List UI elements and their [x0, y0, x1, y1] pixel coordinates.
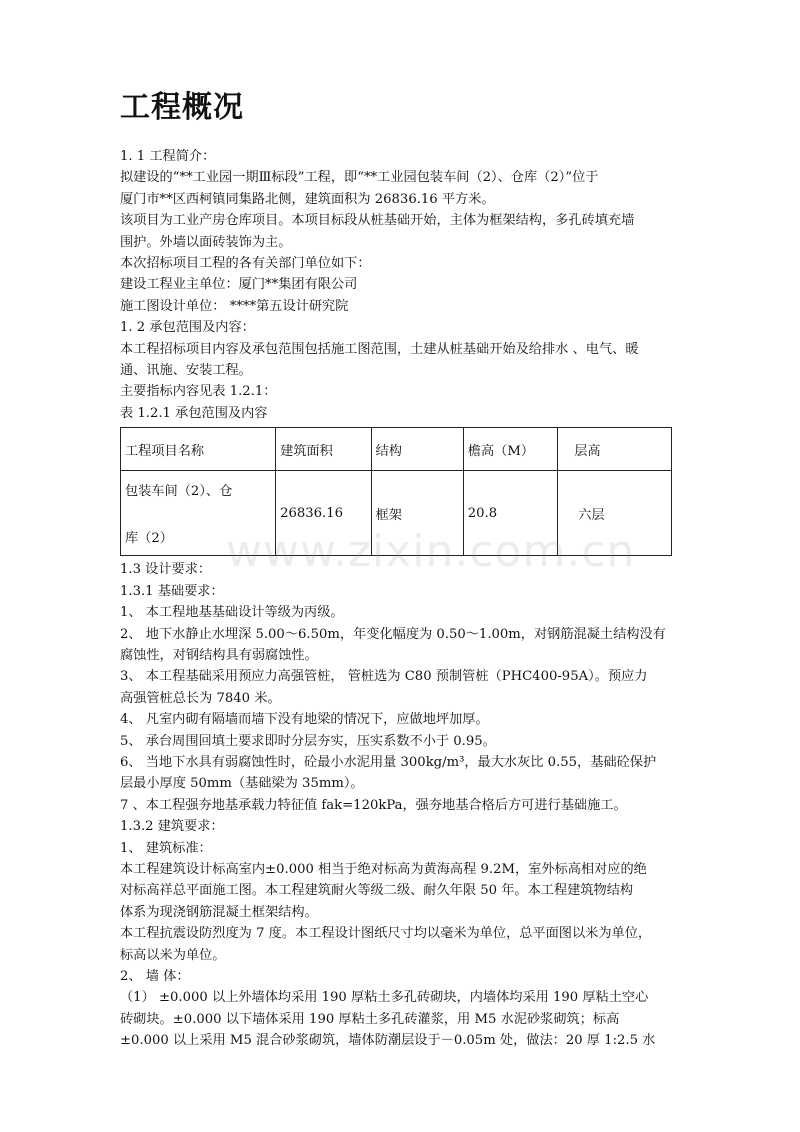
section-heading: 1.3 设计要求： [120, 562, 212, 578]
text-line: 拟建设的“**工业园一期Ⅲ标段”工程，即“**工业园包装车间（2）、仓库（2）”位于 [120, 170, 599, 186]
header-cell: 工程项目名称 [121, 428, 276, 471]
table-cell-name [121, 471, 276, 556]
cell-text: 库（2） [125, 531, 173, 547]
header-cell: 檐高（M） [463, 428, 557, 471]
text-line: 体系为现浇钢筋混凝土框架结构。 [120, 904, 318, 920]
scope-table [120, 427, 672, 556]
table-caption: 表 1.2.1 承包范围及内容 [120, 405, 268, 421]
text-line: 1. 2 承包范围及内容： [120, 320, 255, 336]
text-line: 本工程招标项目内容及承包范围包括施工图范围，土建从桩基础开始及给排水 、电气、暖 [120, 341, 639, 357]
table-cell-structure: 框架 [371, 471, 463, 556]
text-line: 施工图设计单位： ****第五设计研究院 [120, 298, 349, 314]
section-heading: 1.3.2 建筑要求： [120, 819, 224, 835]
text-line: （1） ±0.000 以上外墙体均采用 190 厚粘土多孔砖砌块，内墙体均采用 190 厚粘土空心 [120, 990, 649, 1006]
text-line: 砖砌块。±0.000 以下墙体采用 190 厚粘土多孔砖灌浆，用 M5 水泥砂浆砌筑；标高 [120, 1011, 620, 1027]
table-cell-eave-height: 20.8 [463, 471, 557, 556]
page-title: 工程概况 [120, 90, 244, 125]
text-line: 2、 墙 体： [120, 969, 190, 984]
text-line: 该项目为工业产房仓库项目。本项目标段从桩基础开始，主体为框架结构，多孔砖填充墙 [120, 213, 635, 229]
document-page [120, 82, 682, 1052]
cell-text: 包装车间（2）、仓 [125, 484, 233, 500]
text-line: 围护。外墙以面砖装饰为主。 [120, 234, 292, 250]
text-line: 层最小厚度 50mm（基础梁为 35mm）。 [120, 776, 364, 792]
header-cell: 层高 [558, 428, 672, 471]
text-line: 1、 建筑标准： [120, 840, 212, 856]
text-line: 通、讯施、安装工程。 [120, 363, 252, 379]
text-line: 3、 本工程基础采用预应力高强管桩， 管桩选为 C80 预制管桩（PHC400-95A）。预应力 [120, 669, 648, 685]
text-line: 高强管桩总长为 7840 米。 [120, 690, 281, 706]
text-line: 6、 当地下水具有弱腐蚀性时，砼最小水泥用量 300kg/m³，最大水灰比 0.55，基础砼保护 [120, 754, 657, 770]
text-line: 本工程抗震设防烈度为 7 度。本工程设计图纸尺寸均以毫米为单位，总平面图以米为单位， [120, 926, 652, 942]
text-line: 标高以米为单位。 [120, 947, 226, 963]
text-line: ±0.000 以上采用 M5 混合砂浆砌筑，墙体防潮层设于－0.05m 处，做法：20 厚 1:2.5 水 [120, 1033, 656, 1049]
text-line: 2、 地下水静止水埋深 5.00～6.50m，年变化幅度为 0.50～1.00m，对钢筋混凝土结构没有 [120, 626, 666, 642]
table-row [121, 471, 672, 556]
text-line: 1、 本工程地基基础设计等级为丙级。 [120, 605, 344, 621]
text-line: 建设工程业主单位：厦门**集团有限公司 [120, 277, 358, 293]
text-line: 本次招标项目工程的各有关部门单位如下： [120, 256, 371, 272]
text-line: 对标高祥总平面施工图。本工程建筑耐火等级二级、耐久年限 50 年。本工程建筑物结构 [120, 883, 634, 899]
text-line: 厦门市**区西柯镇同集路北侧，建筑面积为 26836.16 平方米。 [120, 191, 495, 207]
text-line: 1. 1 工程简介： [120, 149, 216, 164]
table-header-row [121, 428, 672, 471]
text-line: 7 、本工程强夯地基承载力特征值 fak=120kPa，强夯地基合格后方可进行基础施工。 [120, 797, 627, 813]
text-line: 本工程建筑设计标高室内±0.000 相当于绝对标高为黄海高程 9.2M，室外标高相对应的绝 [120, 861, 647, 877]
text-line: 5、 承台周围回填土要求即时分层夯实，压实系数不小于 0.95。 [120, 733, 496, 749]
design-requirements-section [120, 559, 682, 1051]
text-line: 主要指标内容见表 1.2.1： [120, 384, 277, 400]
intro-section [120, 146, 682, 424]
watermark-text: www.zixin.com.cn [226, 526, 636, 577]
header-cell: 结构 [371, 428, 463, 471]
section-heading: 1.3.1 基础要求： [120, 583, 224, 599]
text-line: 4、 凡室内砌有隔墙而墙下没有地梁的情况下，应做地坪加厚。 [120, 712, 489, 728]
table-cell-area: 26836.16 [276, 471, 371, 556]
text-line: 腐蚀性，对钢结构具有弱腐蚀性。 [120, 647, 318, 663]
header-cell: 建筑面积 [276, 428, 371, 471]
table-cell-floors: 六层 [558, 471, 672, 556]
